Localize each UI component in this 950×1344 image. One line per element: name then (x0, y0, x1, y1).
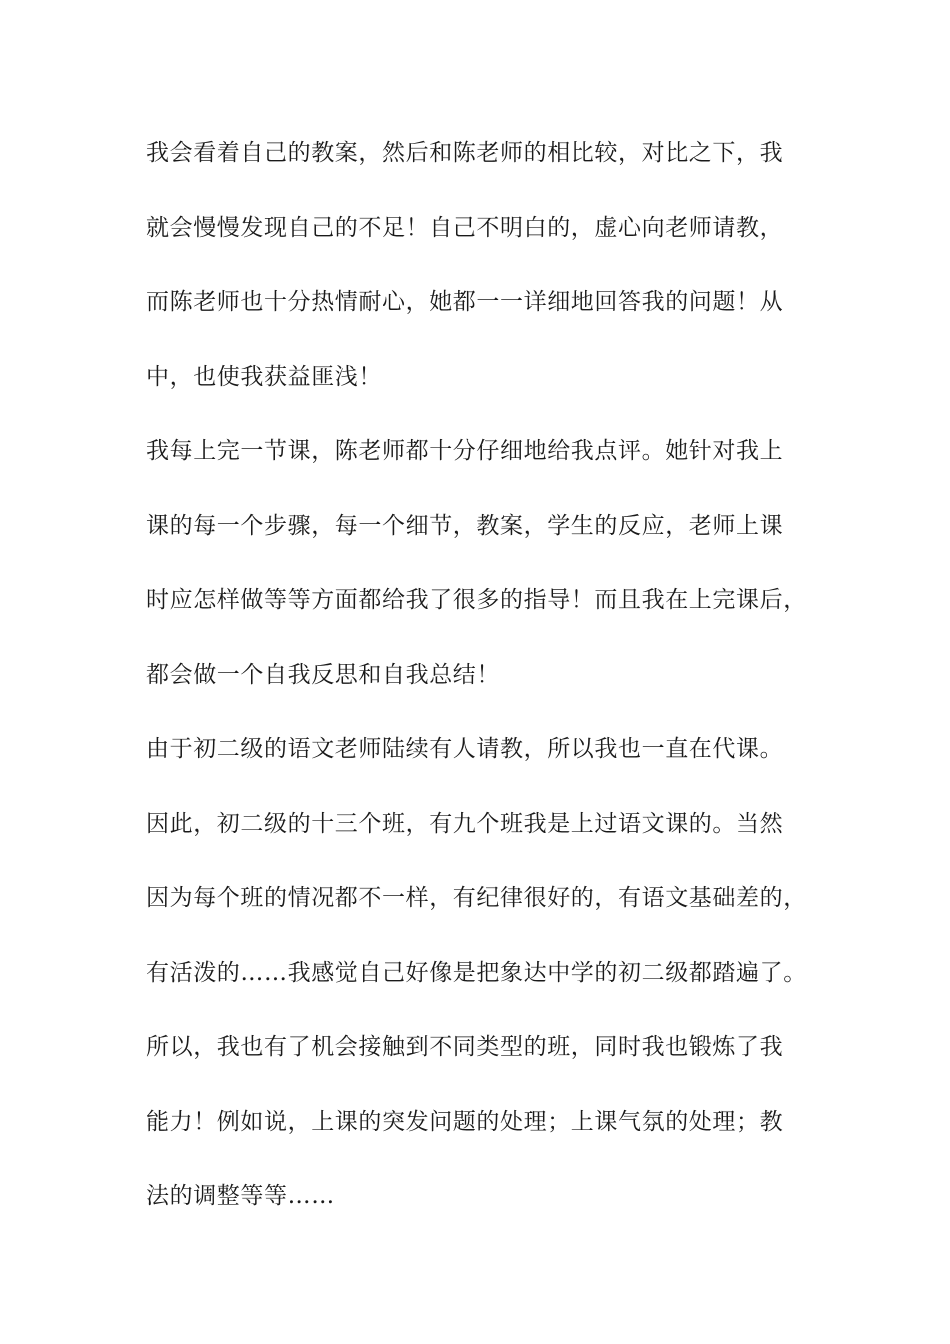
text-line: 我会看着自己的教案，然后和陈老师的相比较，对比之下，我 (146, 140, 784, 166)
text-line: 都会做一个自我反思和自我总结！ (146, 661, 500, 688)
text-line: 我每上完一节课，陈老师都十分仔细地给我点评。她针对我上 (146, 438, 784, 464)
text-line: 因此，初二级的十三个班，有九个班我是上过语文课的。当然 (146, 810, 784, 837)
text-line: 所以，我也有了机会接触到不同类型的班，同时我也锻炼了我 (146, 1034, 784, 1060)
text-line: 有活泼的……我感觉自己好像是把象达中学的初二级都踏遍了。 (146, 959, 807, 986)
text-line: 由于初二级的语文老师陆续有人请教，所以我也一直在代课。 (146, 736, 784, 762)
text-line: 时应怎样做等等方面都给我了很多的指导！而且我在上完课后， (146, 587, 807, 613)
text-line: 因为每个班的情况都不一样，有纪律很好的，有语文基础差的， (146, 885, 807, 911)
text-line: 法的调整等等…… (146, 1183, 335, 1209)
text-line: 能力！例如说，上课的突发问题的处理；上课气氛的处理；教 (146, 1108, 784, 1135)
text-line: 而陈老师也十分热情耐心，她都一一详细地回答我的问题！从 (146, 289, 784, 315)
text-line: 中，也使我获益匪浅！ (146, 363, 382, 390)
text-line: 课的每一个步骤，每一个细节，教案，学生的反应，老师上课 (146, 512, 784, 539)
body-text (146, 133, 836, 1251)
text-line: 就会慢慢发现自己的不足！自己不明白的，虚心向老师请教， (146, 214, 784, 241)
